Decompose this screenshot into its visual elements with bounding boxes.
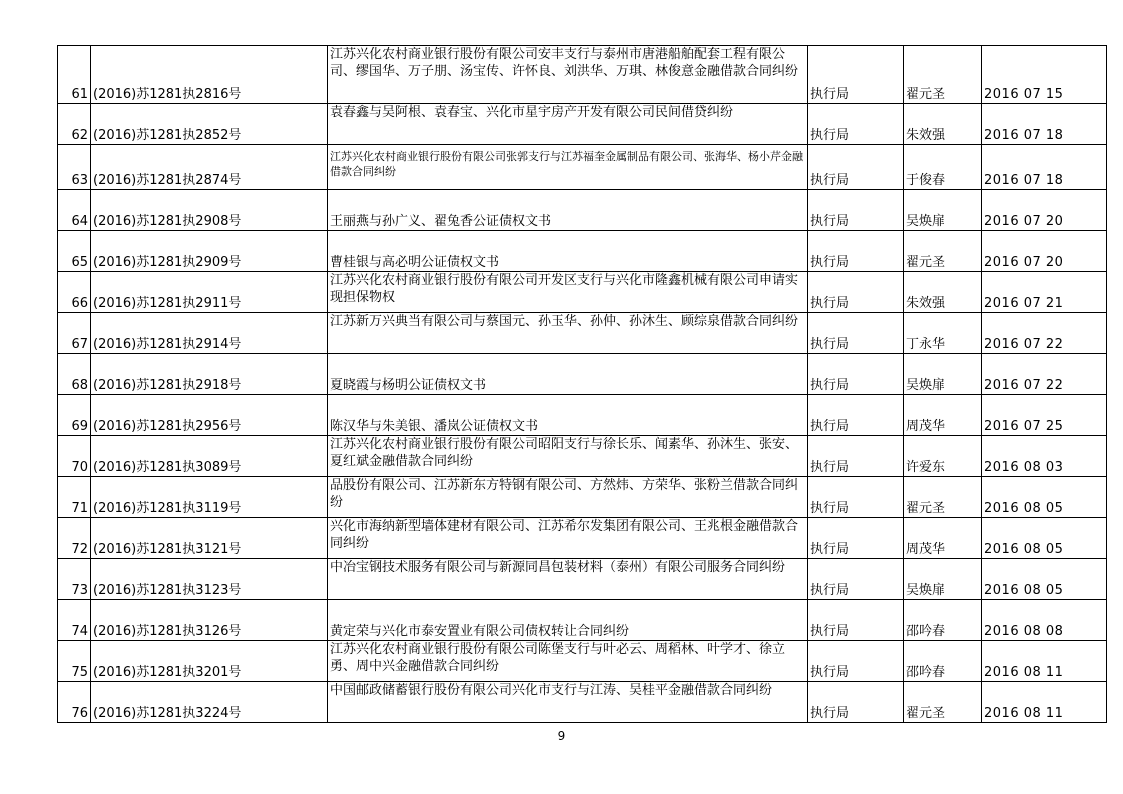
row-number: 74 (58, 600, 91, 641)
department: 执行局 (808, 518, 904, 559)
filing-date: 2016 07 18 (982, 145, 1107, 190)
filing-date: 2016 07 18 (982, 104, 1107, 145)
table-row (58, 231, 1107, 272)
department: 执行局 (808, 559, 904, 600)
case-number: (2016)苏1281执2909号 (91, 231, 328, 272)
table-row (58, 682, 1107, 723)
case-number: (2016)苏1281执2852号 (91, 104, 328, 145)
case-number: (2016)苏1281执3126号 (91, 600, 328, 641)
case-number: (2016)苏1281执2956号 (91, 395, 328, 436)
row-number: 65 (58, 231, 91, 272)
table-row (58, 559, 1107, 600)
row-number: 62 (58, 104, 91, 145)
judge-name: 吴焕扉 (904, 354, 982, 395)
case-number: (2016)苏1281执2816号 (91, 46, 328, 104)
table-row (58, 395, 1107, 436)
row-number: 72 (58, 518, 91, 559)
filing-date: 2016 08 11 (982, 641, 1107, 682)
case-description: 袁春鑫与吴阿根、袁春宝、兴化市星宇房产开发有限公司民间借贷纠纷 (328, 104, 808, 145)
judge-name: 邵吟春 (904, 641, 982, 682)
department: 执行局 (808, 104, 904, 145)
table-row (58, 354, 1107, 395)
judge-name: 翟元圣 (904, 231, 982, 272)
case-number: (2016)苏1281执2911号 (91, 272, 328, 313)
judge-name: 朱效强 (904, 104, 982, 145)
department: 执行局 (808, 231, 904, 272)
table-row (58, 641, 1107, 682)
case-description: 江苏兴化农村商业银行股份有限公司陈堡支行与叶必云、周稻林、叶学才、徐立勇、周中兴金融借款合同纠纷 (328, 641, 808, 682)
table-row (58, 104, 1107, 145)
row-number: 70 (58, 436, 91, 477)
row-number: 73 (58, 559, 91, 600)
row-number: 71 (58, 477, 91, 518)
department: 执行局 (808, 313, 904, 354)
department: 执行局 (808, 436, 904, 477)
filing-date: 2016 08 03 (982, 436, 1107, 477)
row-number: 61 (58, 46, 91, 104)
filing-date: 2016 07 21 (982, 272, 1107, 313)
filing-date: 2016 08 11 (982, 682, 1107, 723)
case-number: (2016)苏1281执3121号 (91, 518, 328, 559)
row-number: 69 (58, 395, 91, 436)
department: 执行局 (808, 272, 904, 313)
filing-date: 2016 08 05 (982, 477, 1107, 518)
case-number: (2016)苏1281执3123号 (91, 559, 328, 600)
row-number: 76 (58, 682, 91, 723)
filing-date: 2016 07 22 (982, 354, 1107, 395)
filing-date: 2016 08 05 (982, 559, 1107, 600)
judge-name: 丁永华 (904, 313, 982, 354)
table-row (58, 313, 1107, 354)
case-description: 陈汉华与朱美银、潘岚公证债权文书 (328, 395, 808, 436)
judge-name: 翟元圣 (904, 682, 982, 723)
case-description: 中冶宝钢技术服务有限公司与新源同昌包装材料（泰州）有限公司服务合同纠纷 (328, 559, 808, 600)
case-table-body (58, 46, 1107, 723)
row-number: 66 (58, 272, 91, 313)
case-description: 王丽燕与孙广义、翟兔香公证债权文书 (328, 190, 808, 231)
judge-name: 吴焕扉 (904, 190, 982, 231)
case-description: 江苏兴化农村商业银行股份有限公司开发区支行与兴化市隆鑫机械有限公司申请实现担保物权 (328, 272, 808, 313)
judge-name: 周茂华 (904, 395, 982, 436)
case-description: 中国邮政储蓄银行股份有限公司兴化市支行与江涛、吴桂平金融借款合同纠纷 (328, 682, 808, 723)
case-number: (2016)苏1281执3201号 (91, 641, 328, 682)
filing-date: 2016 07 15 (982, 46, 1107, 104)
department: 执行局 (808, 190, 904, 231)
table-row (58, 190, 1107, 231)
case-description: 夏晓霞与杨明公证债权文书 (328, 354, 808, 395)
filing-date: 2016 07 25 (982, 395, 1107, 436)
filing-date: 2016 07 20 (982, 190, 1107, 231)
case-description: 江苏兴化农村商业银行股份有限公司安丰支行与泰州市唐港船舶配套工程有限公司、缪国华、万子朋、汤宝传、许怀良、刘洪华、万琪、林俊意金融借款合同纠纷 (328, 46, 808, 104)
case-number: (2016)苏1281执2914号 (91, 313, 328, 354)
row-number: 67 (58, 313, 91, 354)
filing-date: 2016 07 20 (982, 231, 1107, 272)
case-number: (2016)苏1281执2908号 (91, 190, 328, 231)
row-number: 68 (58, 354, 91, 395)
case-number: (2016)苏1281执2874号 (91, 145, 328, 190)
filing-date: 2016 07 22 (982, 313, 1107, 354)
department: 执行局 (808, 354, 904, 395)
row-number: 75 (58, 641, 91, 682)
judge-name: 许爱东 (904, 436, 982, 477)
judge-name: 于俊春 (904, 145, 982, 190)
case-description: 兴化市海纳新型墙体建材有限公司、江苏希尔发集团有限公司、王兆根金融借款合同纠纷 (328, 518, 808, 559)
case-description: 江苏新万兴典当有限公司与蔡国元、孙玉华、孙仲、孙沐生、顾综泉借款合同纠纷 (328, 313, 808, 354)
filing-date: 2016 08 05 (982, 518, 1107, 559)
row-number: 64 (58, 190, 91, 231)
case-description: 曹桂银与高必明公证债权文书 (328, 231, 808, 272)
table-row (58, 477, 1107, 518)
judge-name: 朱效强 (904, 272, 982, 313)
case-number: (2016)苏1281执3119号 (91, 477, 328, 518)
table-row (58, 145, 1107, 190)
case-description: 江苏兴化农村商业银行股份有限公司张郭支行与江苏福奎金属制品有限公司、张海华、杨小芹金融借款合同纠纷 (328, 145, 808, 190)
case-description: 黄定荣与兴化市泰安置业有限公司债权转让合同纠纷 (328, 600, 808, 641)
case-table (57, 45, 1107, 723)
case-number: (2016)苏1281执3224号 (91, 682, 328, 723)
table-row (58, 518, 1107, 559)
department: 执行局 (808, 46, 904, 104)
department: 执行局 (808, 641, 904, 682)
department: 执行局 (808, 682, 904, 723)
department: 执行局 (808, 600, 904, 641)
case-number: (2016)苏1281执3089号 (91, 436, 328, 477)
table-row (58, 436, 1107, 477)
case-description: 品股份有限公司、江苏新东方特钢有限公司、方然炜、方荣华、张粉兰借款合同纠纷 (328, 477, 808, 518)
judge-name: 吴焕扉 (904, 559, 982, 600)
table-row (58, 46, 1107, 104)
table-row (58, 272, 1107, 313)
filing-date: 2016 08 08 (982, 600, 1107, 641)
page-number: 9 (557, 729, 566, 743)
table-row (58, 600, 1107, 641)
department: 执行局 (808, 145, 904, 190)
judge-name: 邵吟春 (904, 600, 982, 641)
department: 执行局 (808, 477, 904, 518)
judge-name: 翟元圣 (904, 477, 982, 518)
department: 执行局 (808, 395, 904, 436)
case-description: 江苏兴化农村商业银行股份有限公司昭阳支行与徐长乐、闻素华、孙沐生、张安、夏红斌金融借款合同纠纷 (328, 436, 808, 477)
judge-name: 周茂华 (904, 518, 982, 559)
case-number: (2016)苏1281执2918号 (91, 354, 328, 395)
judge-name: 翟元圣 (904, 46, 982, 104)
row-number: 63 (58, 145, 91, 190)
